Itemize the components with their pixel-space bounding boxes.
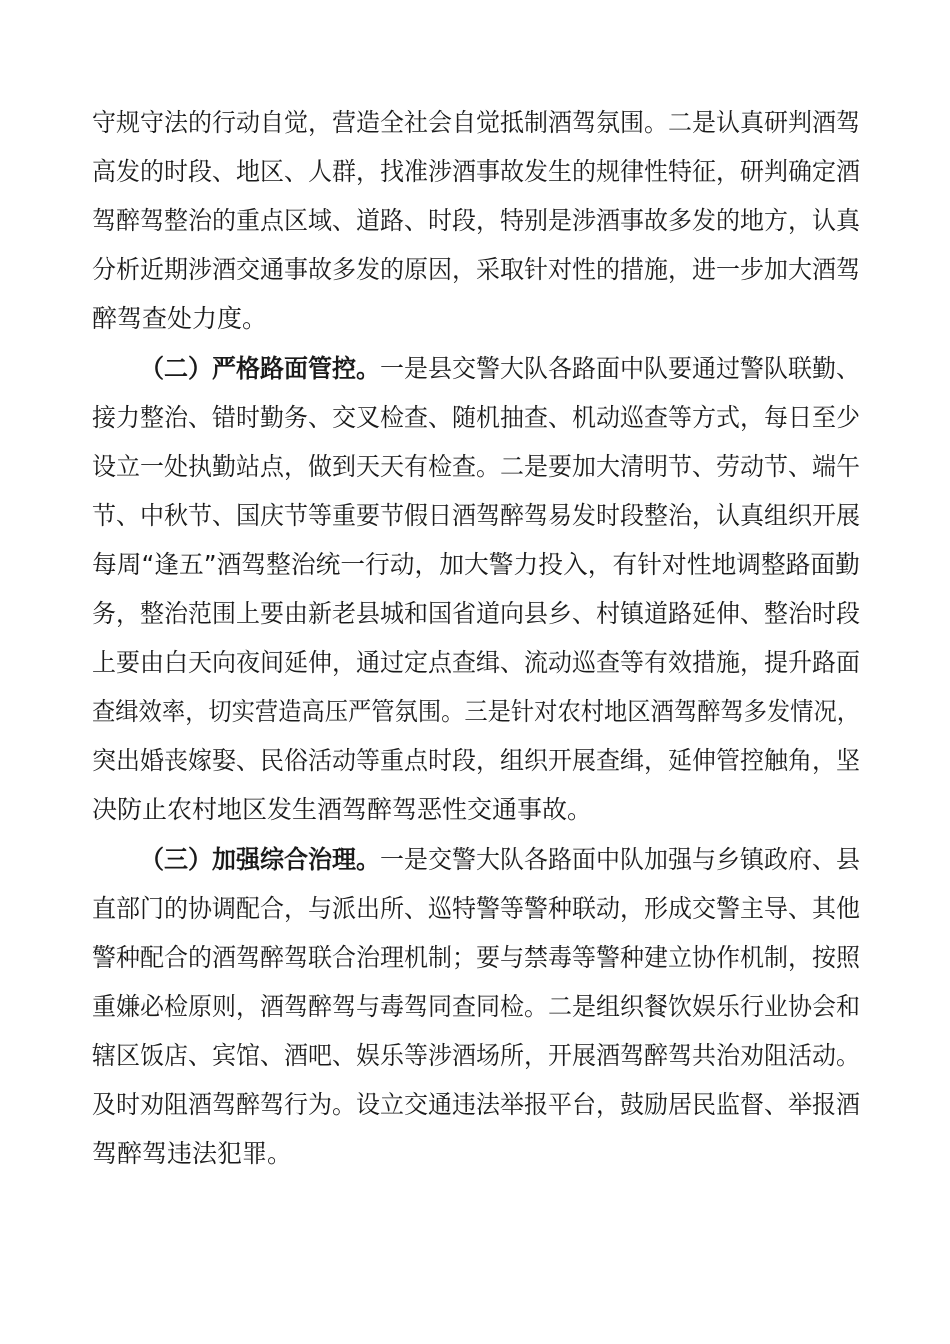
paragraph-line: 分析近期涉酒交通事故多发的原因，采取针对性的措施，进一步加大酒驾 bbox=[92, 255, 861, 284]
paragraph-line: 守规守法的行动自觉，营造全社会自觉抵制酒驾氛围。二是认真研判酒驾 bbox=[92, 108, 861, 137]
section-3-first-line-text: 一是交警大队各路面中队加强与乡镇政府、县 bbox=[380, 845, 861, 874]
paragraph-line: 及时劝阻酒驾醉驾行为。设立交通违法举报平台，鼓励居民监督、举报酒 bbox=[92, 1090, 861, 1119]
paragraph-line: 警种配合的酒驾醉驾联合治理机制；要与禁毒等警种建立协作机制，按照 bbox=[92, 943, 861, 972]
paragraph-line: 每周“逢五”酒驾整治统一行动，加大警力投入，有针对性地调整路面勤 bbox=[92, 550, 860, 579]
paragraph-line: 务，整治范围上要由新老县城和国省道向县乡、村镇道路延伸、整治时段 bbox=[92, 599, 861, 628]
paragraph-line: 接力整治、错时勤务、交叉检查、随机抽查、机动巡查等方式，每日至少 bbox=[92, 403, 861, 432]
paragraph-line: 设立一处执勤站点，做到天天有检查。二是要加大清明节、劳动节、端午 bbox=[92, 452, 861, 481]
paragraph-line: 突出婚丧嫁娶、民俗活动等重点时段，组织开展查缉，延伸管控触角，坚 bbox=[92, 746, 861, 775]
paragraph-line: 直部门的协调配合，与派出所、巡特警等警种联动，形成交警主导、其他 bbox=[92, 894, 861, 923]
section-2-first-line bbox=[140, 347, 860, 391]
paragraph-line: 决防止农村地区发生酒驾醉驾恶性交通事故。 bbox=[92, 795, 593, 824]
section-3-heading: （三）加强综合治理。 bbox=[140, 845, 381, 874]
paragraph-line: 驾醉驾整治的重点区域、道路、时段，特别是涉酒事故多发的地方，认真 bbox=[92, 206, 861, 235]
section-3-first-line bbox=[140, 838, 860, 882]
paragraph-line: 重嫌必检原则，酒驾醉驾与毒驾同查同检。二是组织餐饮娱乐行业协会和 bbox=[92, 992, 861, 1021]
paragraph-line: 醉驾查处力度。 bbox=[92, 304, 268, 333]
paragraph-line: 查缉效率，切实营造高压严管氛围。三是针对农村地区酒驾醉驾多发情况， bbox=[92, 697, 861, 726]
paragraph-line: 驾醉驾违法犯罪。 bbox=[92, 1139, 293, 1168]
paragraph-line: 辖区饭店、宾馆、酒吧、娱乐等涉酒场所，开展酒驾醉驾共治劝阻活动。 bbox=[92, 1041, 861, 1070]
section-2-first-line-text: 一是县交警大队各路面中队要通过警队联勤、 bbox=[380, 354, 861, 383]
paragraph-line: 节、中秋节、国庆节等重要节假日酒驾醉驾易发时段整治，认真组织开展 bbox=[92, 501, 861, 530]
paragraph-line: 高发的时段、地区、人群，找准涉酒事故发生的规律性特征，研判确定酒 bbox=[92, 157, 861, 186]
section-2-heading: （二）严格路面管控。 bbox=[140, 354, 381, 383]
paragraph-line: 上要由白天向夜间延伸，通过定点查缉、流动巡查等有效措施，提升路面 bbox=[92, 648, 861, 677]
